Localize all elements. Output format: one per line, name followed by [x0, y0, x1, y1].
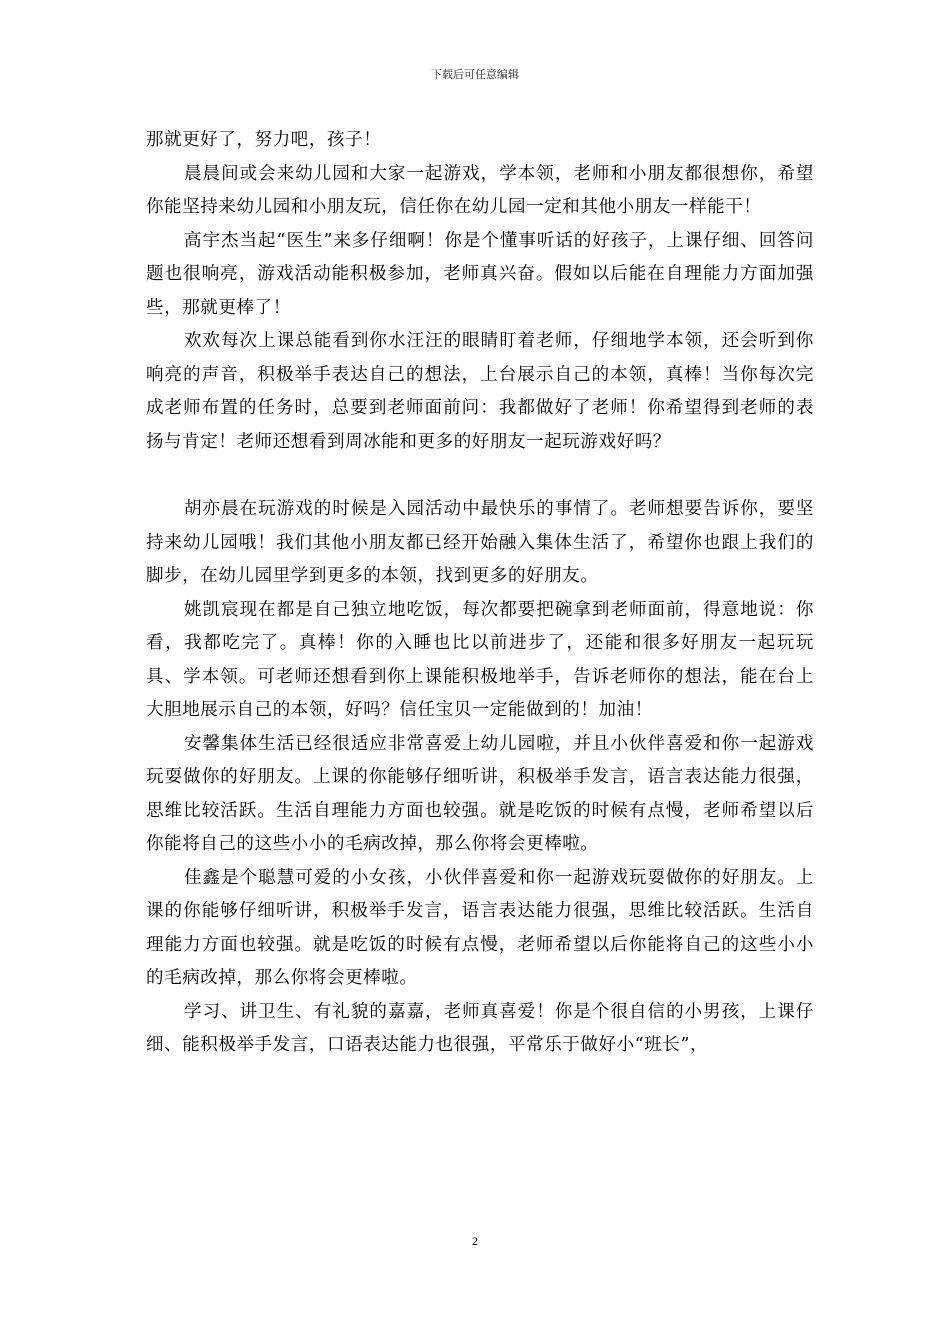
paragraph-gaoyujie: 高宇杰当起“医生”来多仔细啊！你是个懂事听话的好孩子，上课仔细、回答问题也很响亮，游戏活动能积极参加，老师真兴奋。假如以后能在自理能力方面加强些，那就更棒了！ [146, 230, 814, 318]
paragraph-huyichen: 胡亦晨在玩游戏的时候是入园活动中最快乐的事情了。老师想要告诉你，要坚持来幼儿园哦！我们其他小朋友都已经开始融入集体生活了，希望你也跟上我们的脚步，在幼儿园里学到更多的本领，找到更多的好朋友。 [146, 499, 814, 586]
paragraph-anxin: 安馨集体生活已经很适应非常喜爱上幼儿园啦，并且小伙伴喜爱和你一起游戏玩耍做你的好朋友。上课的你能够仔细听讲，积极举手发言，语言表达能力很强，思维比较活跃。生活自理能力方面也较强。就是吃饭的时候有点慢，老师希望以后你能将自己的这些小小的毛病改掉，那么你将会更棒啦。 [146, 733, 814, 854]
page-number: 2 [472, 1234, 478, 1248]
paragraph-continuation: 那就更好了，努力吧，孩子！ [146, 130, 382, 150]
page-header: 下载后可任意编辑 [431, 68, 519, 81]
paragraph-chenchen: 晨晨间或会来幼儿园和大家一起游戏，学本领，老师和小朋友都很想你，希望你能坚持来幼儿园和小朋友玩，信任你在幼儿园一定和其他小朋友一样能干！ [146, 163, 814, 217]
document-body [146, 124, 814, 1063]
paragraph-jiaxin: 佳鑫是个聪慧可爱的小女孩，小伙伴喜爱和你一起游戏玩耍做你的好朋友。上课的你能够仔细听讲，积极举手发言，语言表达能力很强，思维比较活跃。生活自理能力方面也较强。就是吃饭的时候有点慢，老师希望以后你能将自己的这些小小的毛病改掉，那么你将会更棒啦。 [146, 867, 814, 988]
paragraph-jiajia: 学习、讲卫生、有礼貌的嘉嘉，老师真喜爱！你是个很自信的小男孩，上课仔细、能积极举手发言，口语表达能力也很强，平常乐于做好小“班长”， [146, 1001, 814, 1055]
paragraph-huanhuan: 欢欢每次上课总能看到你水汪汪的眼睛盯着老师，仔细地学本领，还会听到你响亮的声音，积极举手表达自己的想法，上台展示自己的本领，真棒！当你每次完成老师布置的任务时，总要到老师面前问：我都做好了老师！你希望得到老师的表扬与肯定！老师还想看到周冰能和更多的好朋友一起玩游戏好吗？ [146, 331, 814, 452]
paragraph-yaokaichen: 姚凯宸现在都是自己独立地吃饭，每次都要把碗拿到老师面前，得意地说：你看，我都吃完了。真棒！你的入睡也比以前进步了，还能和很多好朋友一起玩玩具、学本领。可老师还想看到你上课能积极地举手，告诉老师你的想法，能在台上大胆地展示自己的本领，好吗？信任宝贝一定能做到的！加油！ [146, 599, 814, 720]
